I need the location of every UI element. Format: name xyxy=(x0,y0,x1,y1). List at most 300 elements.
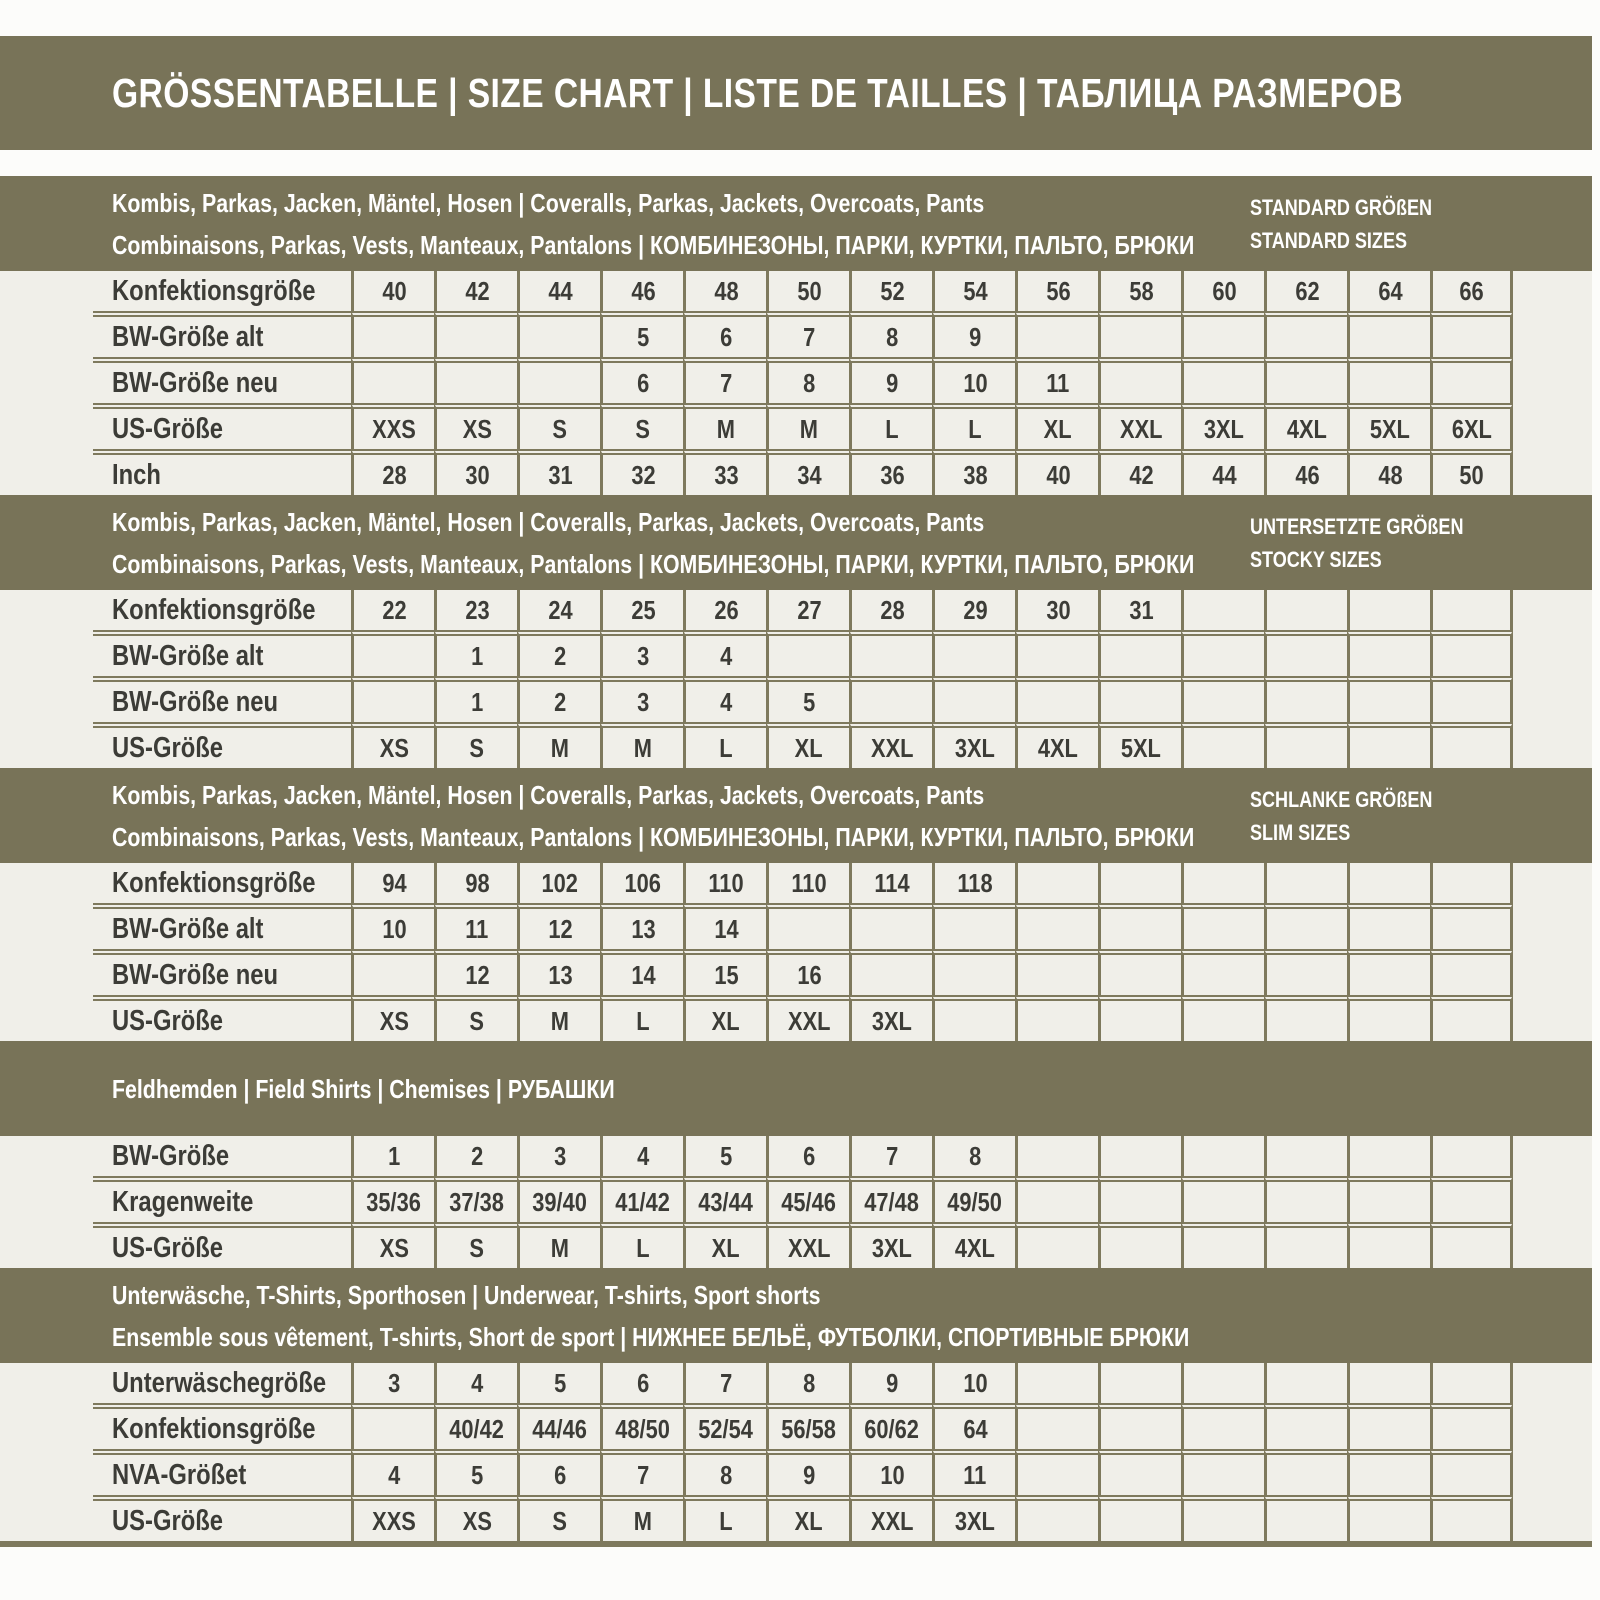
size-cell xyxy=(600,1495,683,1541)
row-label-text: NVA-Größet xyxy=(112,1458,247,1491)
size-cell xyxy=(1347,1363,1430,1403)
size-cell-text: 4XL xyxy=(1037,732,1079,763)
size-cell-text: 66 xyxy=(1459,275,1484,306)
size-cell-text: 6 xyxy=(636,367,650,398)
size-cell-text: 62 xyxy=(1294,275,1320,306)
table-row xyxy=(0,1495,1592,1541)
size-cell xyxy=(932,863,1015,903)
section-header-text: Combinaisons, Parkas, Vests, Manteaux, Pantalons | КОМБИНЕЗОНЫ, ПАРКИ, КУРТКИ, ПАЛЬТО, БРЮКИ xyxy=(112,821,1195,852)
size-cell xyxy=(683,357,766,403)
size-cell-text: 31 xyxy=(1128,594,1154,625)
size-cell xyxy=(1347,722,1430,768)
size-cell xyxy=(517,1136,600,1176)
section-side-label-text: SLIM SIZES xyxy=(1250,819,1351,845)
size-cell xyxy=(1347,403,1430,449)
row-label-text: Kragenweite xyxy=(112,1185,254,1218)
size-cell xyxy=(1347,630,1430,676)
size-cell-text: 64 xyxy=(1377,275,1403,306)
size-cell-text: 48/50 xyxy=(615,1413,671,1444)
size-cell-text: 7 xyxy=(885,1140,899,1171)
size-cell-text: M xyxy=(799,413,819,444)
size-cell-text: 94 xyxy=(381,867,407,898)
size-cell xyxy=(766,1222,849,1268)
row-filler xyxy=(1513,403,1592,449)
size-cell xyxy=(1181,1449,1264,1495)
size-cell-text: 12 xyxy=(464,959,490,990)
size-cell xyxy=(932,590,1015,630)
size-cell xyxy=(849,676,932,722)
row-label-text: BW-Größe neu xyxy=(112,366,278,399)
size-cell xyxy=(849,863,932,903)
section-side-label-text: STANDARD GRÖßEN xyxy=(1250,194,1433,220)
size-cell xyxy=(1347,449,1430,495)
size-cell-text: 13 xyxy=(547,959,573,990)
table-row xyxy=(0,995,1592,1041)
size-cell-text: 50 xyxy=(796,275,822,306)
row-gutter xyxy=(0,1495,93,1541)
size-cell xyxy=(849,1495,932,1541)
section-band-field-shirts xyxy=(0,1041,1592,1136)
size-cell xyxy=(1430,949,1513,995)
section-band-standard-sizes xyxy=(0,176,1592,271)
size-cell xyxy=(351,863,434,903)
size-cell xyxy=(849,1176,932,1222)
size-cell xyxy=(683,1363,766,1403)
row-gutter xyxy=(0,357,93,403)
size-cell-text: 8 xyxy=(719,1459,733,1490)
size-cell-text: 32 xyxy=(630,459,656,490)
row-label xyxy=(93,863,351,903)
size-cell-text: 48 xyxy=(713,275,739,306)
size-cell-text: 33 xyxy=(713,459,739,490)
table-row xyxy=(0,722,1592,768)
size-cell-text: 42 xyxy=(464,275,490,306)
size-cell-text: 4 xyxy=(719,640,733,671)
size-cell xyxy=(683,271,766,311)
size-cell-text: XS xyxy=(379,1005,409,1036)
row-gutter xyxy=(0,1222,93,1268)
size-cell xyxy=(1015,995,1098,1041)
size-cell xyxy=(517,1449,600,1495)
size-cell xyxy=(1098,1403,1181,1449)
size-cell-text: 30 xyxy=(1045,594,1071,625)
size-cell xyxy=(1264,311,1347,357)
section-header-text: Kombis, Parkas, Jacken, Mäntel, Hosen | Coveralls, Parkas, Jackets, Overcoats, Pants xyxy=(112,779,985,810)
section-side-label-text: STOCKY SIZES xyxy=(1250,546,1382,572)
row-filler xyxy=(1513,1403,1592,1449)
size-cell-text: 3 xyxy=(387,1367,401,1398)
size-cell-text: 13 xyxy=(630,913,656,944)
section-side-label-line xyxy=(1250,191,1472,224)
size-cell xyxy=(1015,1495,1098,1541)
size-cell xyxy=(434,630,517,676)
size-cell xyxy=(1181,1136,1264,1176)
table-row xyxy=(0,1222,1592,1268)
row-label-text: BW-Größe alt xyxy=(112,320,264,353)
size-cell xyxy=(1264,949,1347,995)
size-cell xyxy=(600,1176,683,1222)
row-gutter xyxy=(0,1136,93,1176)
row-label xyxy=(93,449,351,495)
size-cell-text: XXS xyxy=(372,1505,416,1536)
size-cell-text: 5 xyxy=(470,1459,484,1490)
row-label-text: Inch xyxy=(112,458,161,491)
size-cell xyxy=(683,403,766,449)
size-cell xyxy=(600,1136,683,1176)
table-row xyxy=(0,403,1592,449)
size-cell xyxy=(683,1176,766,1222)
size-cell-text: S xyxy=(469,732,485,763)
size-cell-text: 110 xyxy=(708,867,744,898)
row-gutter xyxy=(0,995,93,1041)
section-side-label-text: SCHLANKE GRÖßEN xyxy=(1250,786,1433,812)
table-row xyxy=(0,676,1592,722)
size-cell xyxy=(517,311,600,357)
size-table-slim-sizes xyxy=(0,863,1592,1041)
size-cell xyxy=(1430,449,1513,495)
size-cell xyxy=(932,1449,1015,1495)
size-cell xyxy=(1347,676,1430,722)
size-cell-text: 5 xyxy=(802,686,816,717)
size-cell-text: 3 xyxy=(636,686,650,717)
size-cell xyxy=(434,1363,517,1403)
size-cell-text: 3XL xyxy=(954,732,996,763)
table-row xyxy=(0,357,1592,403)
row-gutter xyxy=(0,1403,93,1449)
size-cell xyxy=(351,590,434,630)
size-cell xyxy=(351,1176,434,1222)
size-cell-text: XL xyxy=(795,732,823,763)
size-cell xyxy=(1015,1136,1098,1176)
size-cell xyxy=(1430,903,1513,949)
size-cell xyxy=(849,311,932,357)
size-cell xyxy=(766,311,849,357)
size-cell-text: XXL xyxy=(787,1232,831,1263)
size-cell xyxy=(932,403,1015,449)
section-side-label xyxy=(1250,191,1472,257)
size-cell xyxy=(932,271,1015,311)
size-cell xyxy=(1098,630,1181,676)
size-cell xyxy=(683,1495,766,1541)
row-label xyxy=(93,1495,351,1541)
row-filler xyxy=(1513,995,1592,1041)
size-cell xyxy=(1098,590,1181,630)
size-cell-text: L xyxy=(885,413,899,444)
size-cell-text: 4XL xyxy=(954,1232,996,1263)
size-cell xyxy=(351,357,434,403)
size-cell-text: XS xyxy=(462,1505,492,1536)
size-cell xyxy=(1347,995,1430,1041)
size-cell xyxy=(600,1403,683,1449)
size-table-field-shirts xyxy=(0,1136,1592,1268)
size-cell xyxy=(766,271,849,311)
size-cell xyxy=(1430,1222,1513,1268)
table-row xyxy=(0,1176,1592,1222)
size-cell-text: 50 xyxy=(1459,459,1484,490)
size-cell xyxy=(1181,995,1264,1041)
size-cell-text: XS xyxy=(379,1232,409,1263)
size-cell xyxy=(1430,995,1513,1041)
row-gutter xyxy=(0,903,93,949)
size-cell xyxy=(1347,271,1430,311)
size-cell xyxy=(1015,357,1098,403)
size-cell-text: 106 xyxy=(624,867,662,898)
section-header-text: Ensemble sous vêtement, T-shirts, Short de sport | НИЖНЕЕ БЕЛЬЁ, ФУТБОЛКИ, СПОРТИВНЫЕ БРЮКИ xyxy=(112,1321,1190,1352)
size-cell-text: 8 xyxy=(802,1367,816,1398)
row-label xyxy=(93,949,351,995)
size-cell-text: 7 xyxy=(802,321,816,352)
size-cell xyxy=(1264,1449,1347,1495)
row-label-text: Konfektionsgröße xyxy=(112,866,316,899)
size-cell xyxy=(600,630,683,676)
size-cell-text: 49/50 xyxy=(947,1186,1003,1217)
size-cell xyxy=(1098,403,1181,449)
size-cell-text: 43/44 xyxy=(698,1186,754,1217)
size-cell xyxy=(351,1403,434,1449)
size-cell-text: 38 xyxy=(962,459,988,490)
size-cell-text: 27 xyxy=(796,594,822,625)
size-cell xyxy=(1098,1363,1181,1403)
size-cell xyxy=(1015,403,1098,449)
size-table-underwear xyxy=(0,1363,1592,1547)
section-header-text: Kombis, Parkas, Jacken, Mäntel, Hosen | Coveralls, Parkas, Jackets, Overcoats, Pants xyxy=(112,506,985,537)
size-cell xyxy=(1430,863,1513,903)
size-cell xyxy=(1181,722,1264,768)
size-cell xyxy=(1347,903,1430,949)
size-cell xyxy=(1430,590,1513,630)
size-cell xyxy=(683,863,766,903)
row-filler xyxy=(1513,590,1592,630)
size-cell xyxy=(1015,722,1098,768)
size-cell xyxy=(600,311,683,357)
size-cell xyxy=(600,1449,683,1495)
sections-container xyxy=(0,176,1592,1547)
size-cell-text: S xyxy=(469,1005,485,1036)
size-cell-text: 7 xyxy=(636,1459,650,1490)
size-cell xyxy=(1015,903,1098,949)
size-cell-text: 52/54 xyxy=(698,1413,754,1444)
row-filler xyxy=(1513,949,1592,995)
size-cell xyxy=(849,590,932,630)
size-cell xyxy=(1098,357,1181,403)
size-cell xyxy=(517,1403,600,1449)
size-cell xyxy=(1015,1449,1098,1495)
size-cell xyxy=(849,722,932,768)
size-cell-text: 46 xyxy=(1294,459,1320,490)
size-cell-text: 31 xyxy=(547,459,573,490)
size-cell xyxy=(1181,1176,1264,1222)
size-cell-text: 102 xyxy=(541,867,579,898)
size-cell-text: 3XL xyxy=(871,1005,913,1036)
size-cell xyxy=(1264,1495,1347,1541)
size-cell xyxy=(1181,630,1264,676)
size-cell xyxy=(849,1363,932,1403)
size-cell-text: 1 xyxy=(387,1140,401,1171)
size-cell xyxy=(434,1495,517,1541)
size-cell-text: 8 xyxy=(885,321,899,352)
size-cell-text: S xyxy=(469,1232,485,1263)
size-cell xyxy=(600,949,683,995)
section-header-text: Combinaisons, Parkas, Vests, Manteaux, Pantalons | КОМБИНЕЗОНЫ, ПАРКИ, КУРТКИ, ПАЛЬТО, БРЮКИ xyxy=(112,548,1195,579)
size-cell-text: L xyxy=(636,1232,650,1263)
row-gutter xyxy=(0,863,93,903)
size-cell xyxy=(600,449,683,495)
row-label xyxy=(93,676,351,722)
size-cell-text: 64 xyxy=(962,1413,988,1444)
row-gutter xyxy=(0,630,93,676)
size-cell xyxy=(351,1136,434,1176)
size-cell xyxy=(932,995,1015,1041)
size-cell xyxy=(1098,271,1181,311)
size-cell xyxy=(517,449,600,495)
size-cell xyxy=(434,949,517,995)
row-label-text: Unterwäschegröße xyxy=(112,1366,327,1399)
row-label-text: US-Größe xyxy=(112,731,223,764)
row-label-text: US-Größe xyxy=(112,412,223,445)
table-row xyxy=(0,1449,1592,1495)
row-gutter xyxy=(0,449,93,495)
size-cell xyxy=(1430,1403,1513,1449)
section-header-line xyxy=(112,1279,1592,1310)
size-cell-text: 5 xyxy=(636,321,650,352)
size-cell-text: M xyxy=(716,413,736,444)
size-cell xyxy=(849,903,932,949)
size-cell-text: 23 xyxy=(464,594,490,625)
size-cell xyxy=(1181,903,1264,949)
size-cell-text: 39/40 xyxy=(532,1186,588,1217)
row-gutter xyxy=(0,271,93,311)
size-cell xyxy=(351,403,434,449)
size-cell-text: 11 xyxy=(465,913,489,944)
section-band-slim-sizes xyxy=(0,768,1592,863)
size-cell xyxy=(766,630,849,676)
size-cell-text: 10 xyxy=(962,1367,988,1398)
row-gutter xyxy=(0,590,93,630)
size-cell-text: 1 xyxy=(470,640,484,671)
size-cell xyxy=(932,949,1015,995)
size-cell xyxy=(434,1403,517,1449)
size-cell xyxy=(517,1222,600,1268)
size-cell xyxy=(351,271,434,311)
size-cell xyxy=(351,676,434,722)
size-cell-text: 6 xyxy=(636,1367,650,1398)
row-label-text: Konfektionsgröße xyxy=(112,274,316,307)
size-cell-text: 6 xyxy=(553,1459,567,1490)
size-cell-text: 6 xyxy=(719,321,733,352)
size-cell-text: 35/36 xyxy=(366,1186,422,1217)
size-cell xyxy=(1181,357,1264,403)
row-filler xyxy=(1513,1363,1592,1403)
size-cell xyxy=(1015,1363,1098,1403)
size-cell xyxy=(683,311,766,357)
size-cell-text: XL xyxy=(712,1005,740,1036)
size-cell-text: 37/38 xyxy=(449,1186,505,1217)
row-label-text: US-Größe xyxy=(112,1004,223,1037)
size-cell xyxy=(517,863,600,903)
size-cell-text: 28 xyxy=(381,459,407,490)
size-cell-text: 56 xyxy=(1045,275,1071,306)
size-cell xyxy=(1430,676,1513,722)
size-cell xyxy=(1347,1403,1430,1449)
size-cell-text: 22 xyxy=(381,594,407,625)
row-label xyxy=(93,357,351,403)
section-header-text: Kombis, Parkas, Jacken, Mäntel, Hosen | Coveralls, Parkas, Jackets, Overcoats, Pants xyxy=(112,187,985,218)
size-cell xyxy=(600,903,683,949)
size-cell xyxy=(849,403,932,449)
size-cell-text: M xyxy=(550,732,570,763)
size-cell-text: 10 xyxy=(962,367,988,398)
size-cell xyxy=(683,630,766,676)
size-table-stocky-sizes xyxy=(0,590,1592,768)
size-cell xyxy=(1264,995,1347,1041)
size-cell xyxy=(1430,271,1513,311)
size-cell xyxy=(351,1449,434,1495)
size-cell xyxy=(1264,1403,1347,1449)
row-label-text: US-Größe xyxy=(112,1231,223,1264)
size-cell-text: 3 xyxy=(636,640,650,671)
size-cell xyxy=(1430,722,1513,768)
row-filler xyxy=(1513,1449,1592,1495)
size-cell xyxy=(351,995,434,1041)
row-gutter xyxy=(0,1363,93,1403)
size-cell-text: 40/42 xyxy=(449,1413,505,1444)
size-cell xyxy=(1264,403,1347,449)
size-cell xyxy=(766,676,849,722)
size-cell xyxy=(434,722,517,768)
size-cell xyxy=(517,949,600,995)
size-cell xyxy=(849,995,932,1041)
size-cell-text: L xyxy=(636,1005,650,1036)
table-row xyxy=(0,311,1592,357)
row-label-text: BW-Größe xyxy=(112,1139,230,1172)
size-cell xyxy=(1181,1495,1264,1541)
size-cell-text: M xyxy=(550,1005,570,1036)
size-cell-text: 3XL xyxy=(954,1505,996,1536)
row-label xyxy=(93,590,351,630)
size-cell xyxy=(1347,1136,1430,1176)
size-cell-text: 52 xyxy=(879,275,905,306)
size-cell xyxy=(849,449,932,495)
size-cell xyxy=(1015,630,1098,676)
size-cell xyxy=(517,403,600,449)
size-cell xyxy=(1098,903,1181,949)
size-cell xyxy=(434,863,517,903)
size-cell xyxy=(849,1222,932,1268)
size-cell-text: 16 xyxy=(796,959,822,990)
size-cell-text: 15 xyxy=(713,959,739,990)
size-cell xyxy=(1181,1363,1264,1403)
size-cell xyxy=(1015,449,1098,495)
size-cell xyxy=(434,311,517,357)
size-cell xyxy=(766,449,849,495)
size-cell-text: 58 xyxy=(1128,275,1154,306)
size-cell-text: XL xyxy=(795,1505,823,1536)
size-cell-text: 44 xyxy=(1211,459,1237,490)
size-cell-text: 9 xyxy=(885,1367,899,1398)
section-side-label-line xyxy=(1250,783,1472,816)
size-cell xyxy=(1264,271,1347,311)
size-cell xyxy=(766,903,849,949)
size-cell-text: 60 xyxy=(1211,275,1237,306)
size-cell-text: 114 xyxy=(874,867,910,898)
size-cell-text: 12 xyxy=(547,913,573,944)
row-label xyxy=(93,311,351,357)
size-cell-text: 36 xyxy=(879,459,905,490)
size-cell xyxy=(1347,1176,1430,1222)
size-cell-text: 4 xyxy=(719,686,733,717)
size-cell xyxy=(683,1449,766,1495)
size-cell xyxy=(1430,630,1513,676)
